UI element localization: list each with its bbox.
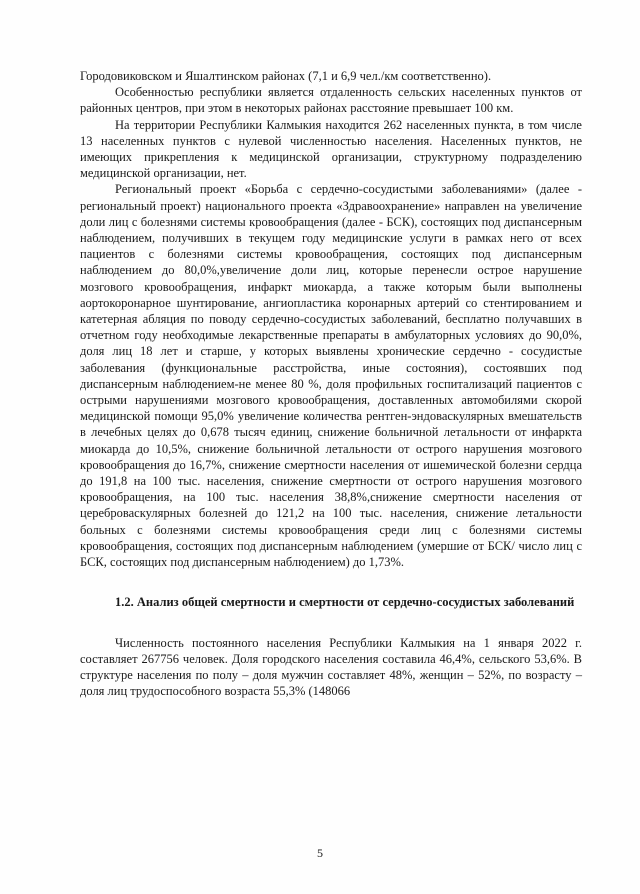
paragraph-remoteness: Особенностью республики является отдаленность сельских населенных пунктов от районных центров, при этом в некоторых районах расстояние превышает 100 км. bbox=[80, 85, 582, 116]
paragraph-population: Численность постоянного населения Республики Калмыкия на 1 января 2022 г. составляет 267756 человек. Доля городского населения составила 46,4%, сельского 53,6%. В структуре населения по полу – доля мужчин составляет 48%, женщин – 52%, по возрасту – доля лиц трудоспособного возраста 55,3% (148066 bbox=[80, 635, 582, 699]
page-number: 5 bbox=[317, 846, 323, 860]
paragraph-settlements: На территории Республики Калмыкия находится 262 населенных пункта, в том числе 13 населенных пунктов с нулевой численностью населения. Населенных пунктов, не имеющих прикрепления к медицинской организации, структурному подразделению медицинской организации, нет. bbox=[80, 117, 582, 181]
paragraph-continuation: Городовиковском и Яшалтинском районах (7,1 и 6,9 чел./км соответственно). bbox=[80, 69, 492, 83]
section-heading: 1.2. Анализ общей смертности и смертности от сердечно-сосудистых заболеваний bbox=[115, 595, 575, 610]
paragraph-regional-project: Региональный проект «Борьба с сердечно-сосудистыми заболеваниями» (далее - региональный проект) национального проекта «Здравоохранение» направлен на увеличение доли лиц с болезнями системы кровообращения (далее - БСК), состоящих под диспансерным наблюдением, получивших в текущем году медицинские услуги в рамках него от всех пациентов с болезнями системы кровообращения, состоящих под диспансерным наблюдением до 80,0%,увеличение доли лиц, которые перенесли острое нарушение мозгового кровообращения, инфаркт миокарда, а также которым были выполнены аортокоронарное шунтирование, ангиопластика коронарных артерий со стентированием и катетерная абляция по поводу сердечно-сосудистых заболеваний, бесплатно получавших в отчетном году необходимые лекарственные препараты в амбулаторных условиях до 90,0%, доля лиц 18 лет и старше, у которых выявлены хронические сердечно - сосудистые заболевания (функциональные расстройства, иные состояния), состоявших под диспансерным наблюдением-не менее 80 %, доля профильных госпитализаций пациентов с острыми нарушениями мозгового кровообращения, доставленных автомобилями скорой медицинской помощи 95,0% увеличение количества рентген-эндоваскулярных вмешательств в лечебных целях до 0,678 тысяч единиц, снижение больничной летальности от инфаркта миокарда до 10,5%, снижение больничной летальности от острого нарушения мозгового кровообращения до 16,7%, снижение смертности населения от ишемической болезни сердца до 191,8 на 100 тыс. населения, снижение смертности от острого нарушения мозгового кровообращения, на 100 тыс. населения 38,8%,снижение смертности населения от цереброваскулярных болезней до 121,2 на 100 тыс. населения, снижение летальности больных с болезнями системы кровообращения среди лиц с болезнями системы кровообращения, состоящих под диспансерным наблюдением (умершие от БСК/ число лиц с БСК, состоящих под диспансерным наблюдением) до 1,73%. bbox=[80, 182, 582, 570]
document-body bbox=[80, 68, 582, 699]
